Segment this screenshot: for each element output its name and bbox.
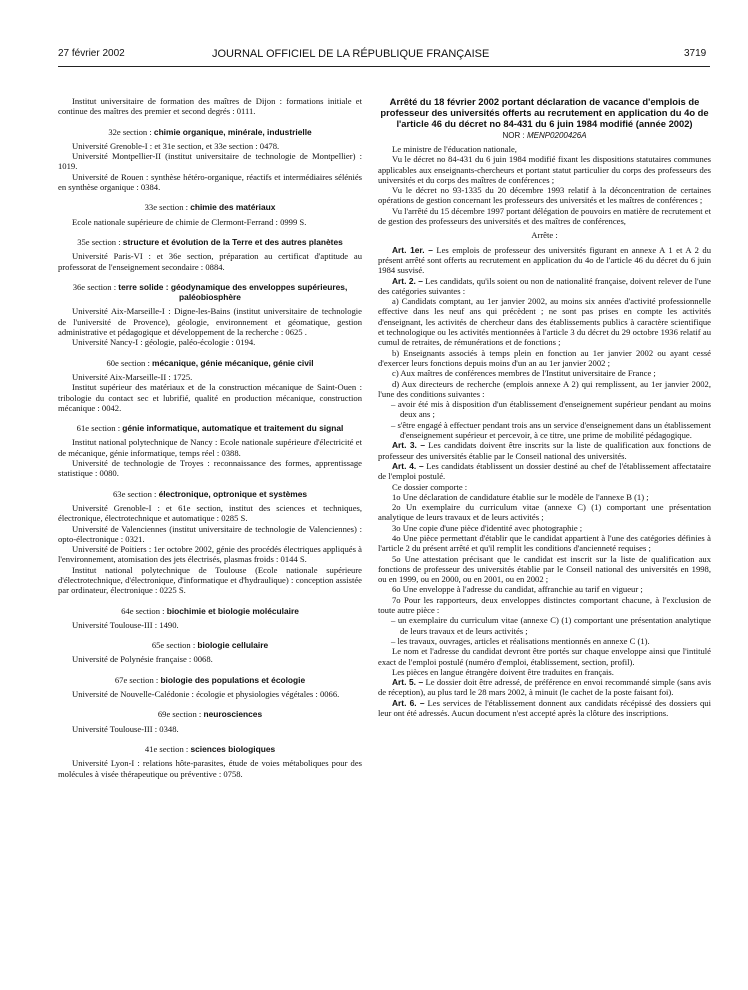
paragraph: Université Lyon-I : relations hôte-parasites, étude de voies métaboliques pour des molécules à visée thérapeutique ou préventive : 0758.: [58, 758, 362, 779]
paragraph: Vu le décret no 84-431 du 6 juin 1984 modifié fixant les dispositions statutaires communes applicables aux enseignants-chercheurs et portant statut particulier du corps des professeurs des universités et du corps des maîtres de conférences ;: [378, 154, 711, 185]
paragraph: c) Aux maîtres de conférences membres de l'Institut universitaire de France ;: [392, 368, 656, 379]
header-page-number: 3719: [684, 48, 707, 59]
paragraph: Université de technologie de Troyes : reconnaissance des formes, apprentissage statistique : 0080.: [58, 458, 362, 479]
paragraph: Université de Valenciennes (institut universitaire de technologie de Valenciennes) : opto-électronique : 0321.: [58, 523, 362, 544]
paragraph: Université de Rouen : synthèse hétéro-organique, réactifs et intermédiaires séléniés en synthèse organique : 0384.: [58, 171, 362, 193]
article-2: Art. 2. – Les candidats, qu'ils soient ou non de nationalité française, doivent relever de l'une des catégories suivantes :: [378, 275, 711, 296]
paragraph: Université de Poitiers : 1er octobre 2002, génie des procédés électriques appliqués à l'environnement, atomisation des jets électrisés, plasmas froids : 0144 S.: [58, 544, 362, 565]
nor-reference: NOR : MENP0200426A: [502, 131, 587, 140]
paragraph: Institut national polytechnique de Toulouse (Ecole nationale supérieure d'électrotechnique, d'électronique, d'informatique et d'hydraulique) : conception assistée par ordinateur, électronique : 0225 S.: [58, 564, 362, 596]
paragraph: Institut national polytechnique de Nancy : Ecole nationale supérieure d'électricité et de mécanique, génie informatique, temps réel : 0388.: [58, 437, 362, 458]
header-journal-title: JOURNAL OFFICIEL DE LA RÉPUBLIQUE FRANÇAISE: [212, 48, 490, 60]
list-item: – s'être engagé à effectuer pendant trois ans un service d'enseignement dans un établissement d'enseignement supérieur et percevoir, à ce titre, une prime de mobilité pédagogique.: [391, 419, 711, 441]
article-6: Art. 6. – Les services de l'établissement donnent aux candidats récépissé des dossiers qui leur ont été adressés. Aucun document n'est accepté après la clôture des inscriptions.: [378, 697, 711, 719]
paragraph: d) Aux directeurs de recherche (emplois annexe A 2) qui remplissent, au 1er janvier 2002, l'une des conditions suivantes :: [378, 378, 711, 399]
paragraph: a) Candidats comptant, au 1er janvier 2002, au moins six années d'activité professionnelle effective dans les neuf ans qui précèdent ; ne sont pas prises en compte les activités d'enseignant, les activités de chercheur dans des établissements publics à caractère scientifique et technologique ou les activités mentionnées à l'article 3 du décret du 29 octobre 1936 relatif au cumul de retraites, de rémunérations et de fonctions ;: [378, 296, 711, 348]
header-date: 27 février 2002: [58, 48, 125, 59]
list-item: – un exemplaire du curriculum vitae (annexe C) (1) comportant une présentation analytique de leurs travaux et de leurs activités ;: [391, 615, 711, 636]
paragraph: 1o Une déclaration de candidature établie sur le modèle de l'annexe B (1) ;: [392, 491, 649, 502]
paragraph: Institut universitaire de formation des maîtres de Dijon : formations initiale et continue des maîtres des premier et second degrés : 0111.: [58, 96, 362, 117]
paragraph: b) Enseignants associés à temps plein en fonction au 1er janvier 2002 ou ayant cessé d'exercer leurs fonctions depuis moins d'un an au 1er janvier 2002 ;: [378, 347, 711, 368]
section-heading: 69e section : neurosciences: [157, 709, 263, 720]
section-heading: 35e section : structure et évolution de la Terre et des autres planètes: [77, 236, 343, 247]
article-5: Art. 5. – Le dossier doit être adressé, de préférence en envoi recommandé simple (sans avis de réception), au plus tard le 28 mars 2002, à minuit (le cachet de la poste faisant foi).: [378, 677, 711, 698]
list-item: – avoir été mis à disposition d'un établissement d'enseignement supérieur pendant au moins deux ans ;: [391, 399, 711, 420]
paragraph: Université Toulouse-III : 1490.: [72, 619, 179, 630]
paragraph: 7o Pour les rapporteurs, deux enveloppes distinctes comportant chacune, à l'exclusion de toute autre pièce :: [378, 594, 711, 616]
section-heading: 60e section : mécanique, génie mécanique, génie civil: [106, 357, 314, 368]
paragraph: Le nom et l'adresse du candidat devront être portés sur chaque enveloppe ainsi que l'intitulé exact de l'emploi postulé (numéro d'emploi, établissement, section, profil).: [378, 646, 711, 667]
paragraph: 6o Une enveloppe à l'adresse du candidat, affranchie au tarif en vigueur ;: [392, 584, 643, 595]
paragraph: Vu l'arrêté du 15 décembre 1997 portant délégation de pouvoirs en matière de recrutement et de gestion des professeurs des universités et des maîtres de conférences,: [378, 205, 711, 227]
article-4: Art. 4. – Les candidats établissent un dossier destiné au chef de l'établissement affectataire de l'emploi postulé.: [378, 460, 711, 482]
section-heading: 65e section : biologie cellulaire: [151, 640, 269, 651]
page-header: [0, 48, 748, 64]
paragraph: Les pièces en langue étrangère doivent être traduites en français.: [392, 666, 614, 677]
section-heading: 63e section : électronique, optronique et systèmes: [112, 488, 308, 499]
paragraph: Vu le décret no 93-1335 du 20 décembre 1993 relatif à la déconcentration de certaines opérations de gestion concernant les professeurs des universités et les maîtres de conférences ;: [378, 185, 711, 206]
paragraph: Université Aix-Marseille-II : 1725.: [72, 371, 193, 382]
paragraph: Université Nancy-I : géologie, paléo-écologie : 0194.: [72, 337, 256, 348]
paragraph: Le ministre de l'éducation nationale,: [392, 144, 517, 154]
paragraph: Ce dossier comporte :: [392, 481, 468, 492]
paragraph: 3o Une copie d'une pièce d'identité avec photographie ;: [392, 522, 583, 533]
paragraph: 5o Une attestation précisant que le candidat est inscrit sur la liste de qualification aux fonctions de professeur des universités établie par le Conseil national des universités en 1998, ou en 1999, ou en 2000, ou en 2001, ou en 2002 ;: [378, 553, 711, 585]
paragraph: Université Grenoble-I : et 31e section, et 33e section : 0478.: [72, 140, 280, 151]
paragraph: Université Aix-Marseille-I : Digne-les-Bains (institut universitaire de technologie de l'université de Provence), géologie, environnement et géomatique, gestion administrative et pédagogique et développement de la recherche : 0625 .: [58, 306, 362, 338]
left-column: [58, 96, 362, 779]
paragraph: Université Toulouse-III : 0348.: [72, 723, 179, 734]
section-heading: 61e section : génie informatique, automatique et traitement du signal: [76, 423, 344, 434]
section-heading: 64e section : biochimie et biologie moléculaire: [121, 605, 299, 616]
paragraph: Institut supérieur des matériaux et de la construction mécanique de Saint-Ouen : tribologie du contact sec et lubrifié, qualité en production mécanique, construction mécanique : 0042.: [58, 382, 362, 413]
article-1: Art. 1er. – Les emplois de professeur des universités figurant en annexe A 1 et A 2 du présent arrêté sont offerts au recrutement en application du 4o de l'article 46 du décret du 6 juin 1984 susvisé.: [378, 244, 711, 276]
paragraph: Université Montpellier-II (institut universitaire de technologie de Montpellier) : 1019.: [58, 151, 362, 172]
paragraph: Université Paris-VI : et 36e section, préparation au certificat d'aptitude au professorat de l'enseignement secondaire : 0884.: [58, 251, 362, 272]
paragraph: Université de Polynésie française : 0068.: [72, 654, 213, 665]
arrete-heading: Arrête :: [531, 230, 558, 241]
decree-title: Arrêté du 18 février 2002 portant déclaration de vacance d'emplois de professeur des universités offerts au recrutement en application du 4o de l'article 46 du décret no 84-431 du 6 juin 1984 modifié (année 2002): [380, 96, 709, 129]
paragraph: Université Grenoble-I : et 61e section, institut des sciences et techniques, électronique, électrotechnique et automatique : 0285 S.: [58, 502, 362, 524]
section-heading: 36e section : terre solide : géodynamique des enveloppes supérieures, paléobiosphère: [72, 281, 348, 303]
list-item: – les travaux, ouvrages, articles et réalisations mentionnés en annexe C (1).: [391, 635, 650, 646]
paragraph: Université de Nouvelle-Calédonie : écologie et physiologies végétales : 0066.: [72, 689, 340, 700]
section-heading: 67e section : biologie des populations et écologie: [114, 674, 306, 685]
section-heading: 33e section : chimie des matériaux: [144, 202, 276, 213]
section-heading: 32e section : chimie organique, minérale, industrielle: [108, 126, 312, 137]
right-column: [378, 96, 711, 718]
section-heading: 41e section : sciences biologiques: [144, 743, 276, 754]
article-3: Art. 3. – Les candidats doivent être inscrits sur la liste de qualification aux fonctions de professeur des universités établie par le Conseil national des universités.: [378, 440, 711, 461]
paragraph: 4o Une pièce permettant d'établir que le candidat appartient à l'une des catégories définies à l'article 2 du présent arrêté et qu'il remplit les conditions d'ancienneté requises ;: [378, 532, 711, 554]
paragraph: 2o Un exemplaire du curriculum vitae (annexe C) (1) comportant une présentation analytique de leurs travaux et de leurs activités ;: [378, 502, 711, 523]
paragraph: Ecole nationale supérieure de chimie de Clermont-Ferrand : 0999 S.: [72, 216, 307, 227]
header-rule: [58, 66, 710, 67]
